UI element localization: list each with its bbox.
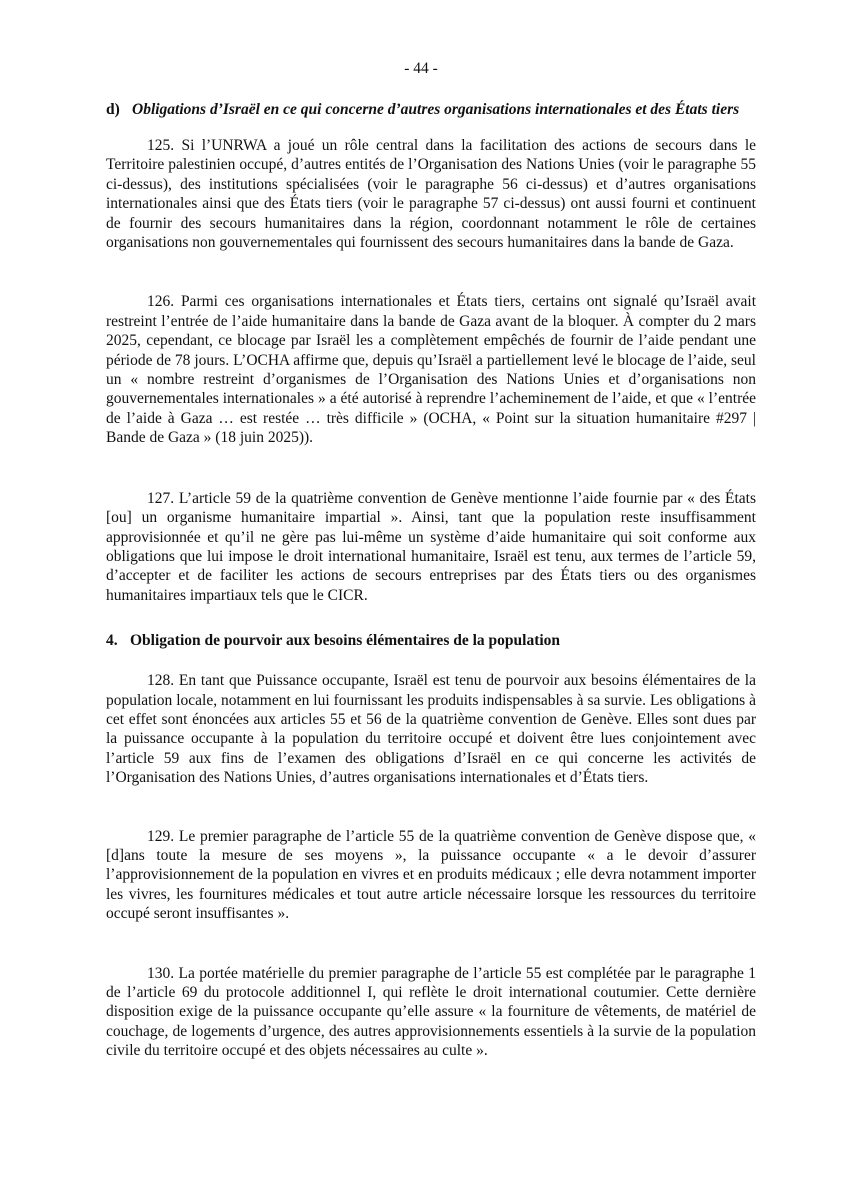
- paragraph-129: [106, 827, 756, 924]
- section-heading-d: [106, 100, 756, 120]
- paragraph-130: [106, 964, 756, 1061]
- paragraph-number: 130.: [147, 964, 175, 982]
- paragraph-text: En tant que Puissance occupante, Israël est tenu de pourvoir aux besoins élémentaires de la population locale, notamment en lui fournissant les produits indispensables à sa survie. Les obligations à cet effet sont énoncées aux articles 55 et 56 de la quatrième convention de Genève. Elles sont dues par la puissance occupante à la population du territoire occupé et doivent être lues conjointement avec l’article 59 aux fins de l’examen des obligations d’Israël en ce qui concerne les activités de l’Organisation des Nations Unies, d’autres organisations internationales et d’États tiers.: [106, 672, 756, 787]
- paragraph-text: La portée matérielle du premier paragraphe de l’article 55 est complétée par le paragraphe 1 de l’article 69 du protocole additionnel I, qui reflète le droit international coutumier. Cette dernière disposition exige de la puissance occupante qu’elle assure « la fourniture de vêtements, de matériel de couchage, de logements d’urgence, des autres approvisionnements essentiels à la survie de la population civile du territoire occupé et des objets nécessaires au culte ».: [106, 964, 756, 1060]
- section-heading-4: [106, 631, 756, 651]
- paragraph-number: 125.: [147, 137, 175, 154]
- paragraph-number: 128.: [147, 672, 175, 690]
- page-number: - 44 -: [404, 60, 438, 77]
- section-marker: d): [106, 101, 120, 118]
- paragraph-127: [106, 489, 756, 605]
- paragraph-128: [106, 671, 756, 787]
- paragraph-text: Le premier paragraphe de l’article 55 de la quatrième convention de Genève dispose que, « [d]ans toute la mesure de ses moyens », la puissance occupante « a le devoir d’assurer l’approvisionnement de la population en vivres et en produits médicaux ; elle devra notamment importer les vivres, les fournitures médicales et tout autre article nécessaire lorsque les ressources du territoire occupé seront insuffisantes ».: [106, 827, 757, 923]
- paragraph-126: [106, 292, 756, 447]
- paragraph-125: [106, 136, 756, 252]
- paragraph-number: 126.: [147, 293, 175, 311]
- paragraph-number: 127.: [147, 489, 175, 507]
- section-marker: 4.: [106, 632, 118, 650]
- paragraph-text: L’article 59 de la quatrième convention de Genève mentionne l’aide fournie par « des États [ou] un organisme humanitaire impartial ». Ainsi, tant que la population reste insuffisamment approvisionnée et qu’il ne gère pas lui-même un système d’aide humanitaire qui soit conforme aux obligations que lui impose le droit international humanitaire, Israël est tenu, aux termes de l’article 59, d’accepter et de faciliter les actions de secours entreprises par des États tiers ou des organismes humanitaires impartiaux tels que le CICR.: [106, 489, 757, 604]
- section-title: Obligations d’Israël en ce qui concerne d’autres organisations internationales et des États tiers: [132, 101, 740, 118]
- paragraph-text: Si l’UNRWA a joué un rôle central dans la facilitation des actions de secours dans le Territoire palestinien occupé, d’autres entités de l’Organisation des Nations Unies (voir le paragraphe 55 ci-dessus), des institutions spécialisées (voir le paragraphe 56 ci-dessus) et d’autres organisations internationales ainsi que des États tiers (voir le paragraphe 57 ci-dessus) ont aussi fourni et continuent de fournir des secours humanitaires dans la région, coordonnant notamment le rôle de certaines organisations non gouvernementales qui fournissent des secours humanitaires dans la bande de Gaza.: [106, 137, 757, 252]
- page-content: [106, 100, 756, 1061]
- section-title: Obligation de pourvoir aux besoins élémentaires de la population: [130, 632, 561, 650]
- paragraph-number: 129.: [147, 827, 175, 845]
- paragraph-text: Parmi ces organisations internationales et États tiers, certains ont signalé qu’Israël avait restreint l’entrée de l’aide humanitaire dans la bande de Gaza avant de la bloquer. À compter du 2 mars 2025, cependant, ce blocage par Israël les a complètement empêchés de fournir de l’aide pendant une période de 78 jours. L’OCHA affirme que, depuis qu’Israël a partiellement levé le blocage de l’aide, seul un « nombre restreint d’organismes de l’Organisation des Nations Unies et d’organisations non gouvernementales internationales » a été autorisé à reprendre l’acheminement de l’aide, et que « l’entrée de l’aide à Gaza … est restée … très difficile » (OCHA, « Point sur la situation humanitaire #297 | Bande de Gaza » (18 juin 2025)).: [106, 293, 757, 447]
